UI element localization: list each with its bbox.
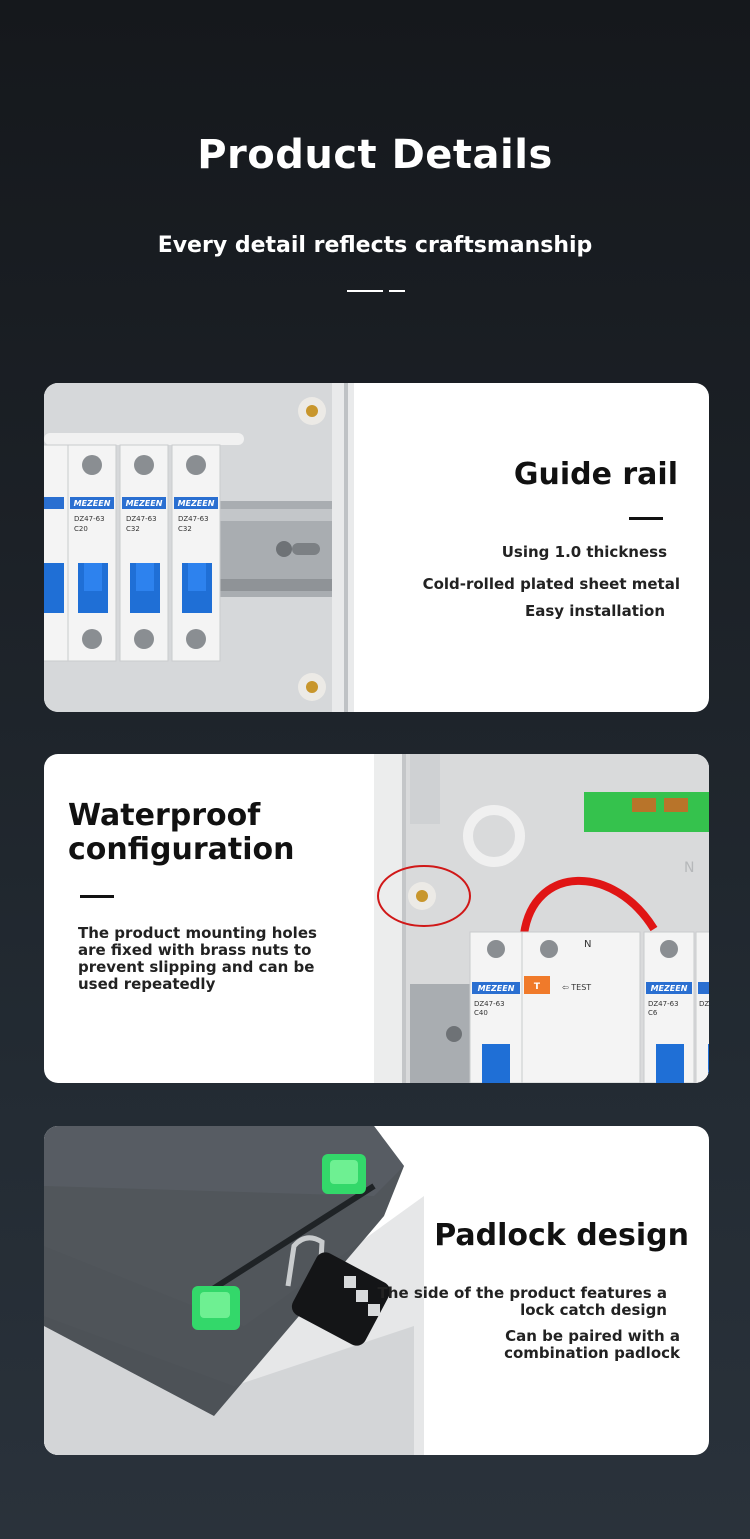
title-divider-short [389,290,405,292]
guide-rail-line-2: Cold-rolled plated sheet metal [422,575,680,593]
svg-text:DZ47-63: DZ47-63 [648,1000,679,1008]
svg-text:DZ47-63: DZ47-63 [126,515,157,523]
svg-text:C6: C6 [648,1009,658,1017]
svg-text:N: N [684,860,695,876]
svg-text:DZ47-63: DZ47-63 [178,515,209,523]
svg-text:DZ47-63: DZ47-63 [74,515,105,523]
title-divider-long [347,290,383,292]
svg-text:MEZEEN: MEZEEN [73,499,111,508]
waterproof-divider [80,895,114,898]
svg-text:T: T [533,982,541,992]
waterproof-photo [374,754,709,1083]
svg-text:DZ47-63: DZ47-63 [474,1000,505,1008]
svg-text:MEZEEN: MEZEEN [177,499,215,508]
padlock-group1-line-2: lock catch design [520,1301,667,1319]
svg-text:⇦ TEST: ⇦ TEST [562,983,592,992]
svg-text:C40: C40 [474,1009,488,1017]
padlock-card [44,1126,709,1455]
page-title: Product Details [197,132,553,178]
svg-text:DZ: DZ [699,1000,709,1008]
guide-rail-line-1: Using 1.0 thickness [501,543,667,561]
guide-rail-divider [629,517,663,520]
svg-text:C20: C20 [74,525,88,533]
waterproof-heading-line-2: configuration [68,832,295,867]
guide-rail-card [44,383,709,712]
padlock-group2-line-2: combination padlock [504,1344,680,1362]
svg-text:C32: C32 [178,525,192,533]
waterproof-line-2: are fixed with brass nuts to [78,941,312,959]
guide-rail-heading: Guide rail [513,457,678,492]
guide-rail-photo [44,383,354,712]
svg-text:MEZEEN: MEZEEN [650,984,688,993]
padlock-heading: Padlock design [434,1218,689,1253]
waterproof-line-4: used repeatedly [78,975,216,993]
waterproof-line-1: The product mounting holes [78,924,317,942]
padlock-group2-line-1: Can be paired with a [505,1327,680,1345]
svg-text:C32: C32 [126,525,140,533]
svg-text:MEZEEN: MEZEEN [477,984,515,993]
svg-text:MEZEEN: MEZEEN [125,499,163,508]
padlock-group1-line-1: The side of the product features a [377,1284,667,1302]
guide-rail-line-3: Easy installation [524,602,665,620]
waterproof-line-3: prevent slipping and can be [78,958,315,976]
page-subtitle: Every detail reflects craftsmanship [157,233,593,258]
waterproof-card [44,754,709,1083]
svg-text:N: N [584,939,592,950]
waterproof-heading-line-1: Waterproof [68,798,261,833]
